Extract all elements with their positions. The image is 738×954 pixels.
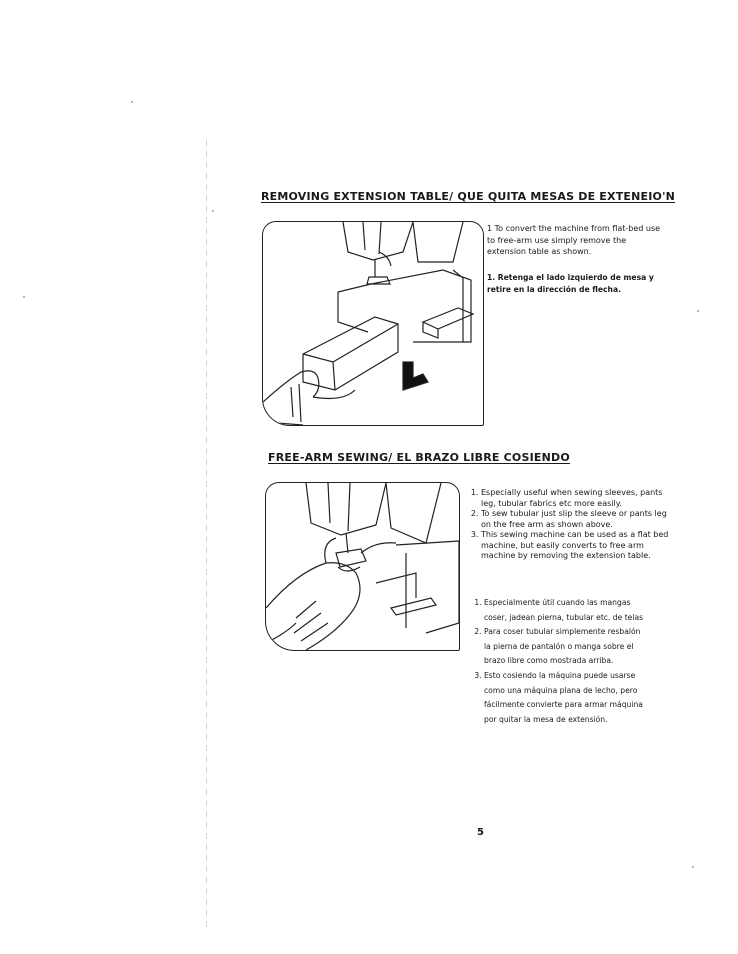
instruction-spanish-free-arm bbox=[470, 596, 645, 727]
list-item: 2. Para coser tubular simplemente resbalón la pierna de pantalón o manga sobre el brazo libre como mostrada arriba. bbox=[484, 625, 645, 669]
list-item: 3. Esto cosiendo la máquina puede usarse como una máquina plana de lecho, pero fácilmente convierte para armar máquina por quitar la mesa de extensión. bbox=[484, 669, 645, 727]
section-title-removing-extension-table: REMOVING EXTENSION TABLE/ QUE QUITA MESAS DE EXTENEIO'N bbox=[261, 190, 676, 203]
scan-speck bbox=[212, 210, 214, 212]
illustration-remove-extension-table bbox=[262, 221, 484, 426]
instruction-english-free-arm bbox=[467, 488, 673, 562]
list-item: 1. Especially useful when sewing sleeves, pants leg, tubular fabrics etc more easily. bbox=[481, 488, 673, 509]
scan-speck bbox=[692, 866, 694, 868]
instruction-english-remove-table: 1 To convert the machine from flat-bed use to free-arm use simply remove the extension table as shown. bbox=[487, 224, 661, 256]
page-number: 5 bbox=[477, 827, 484, 838]
illustration-free-arm-sewing bbox=[265, 482, 460, 651]
list-item: 3. This sewing machine can be used as a flat bed machine, but easily converts to free arm machine by removing the extension table. bbox=[481, 530, 673, 562]
list-item: 1. Especialmente útil cuando las mangas coser, jadean pierna, tubular etc. de telas bbox=[484, 596, 645, 625]
instruction-spanish-remove-table: 1. Retenga el lado izquierdo de mesa y retire en la dirección de flecha. bbox=[487, 273, 654, 294]
page-fold-line bbox=[206, 140, 207, 930]
extension-table-drawing bbox=[263, 222, 483, 425]
list-item: 2. To sew tubular just slip the sleeve or pants leg on the free arm as shown above. bbox=[481, 509, 673, 530]
scan-speck bbox=[697, 310, 699, 312]
scan-speck bbox=[23, 296, 25, 298]
section-title-free-arm-sewing: FREE-ARM SEWING/ EL BRAZO LIBRE COSIENDO bbox=[268, 451, 570, 464]
free-arm-drawing bbox=[266, 483, 459, 650]
scan-speck bbox=[131, 101, 133, 103]
